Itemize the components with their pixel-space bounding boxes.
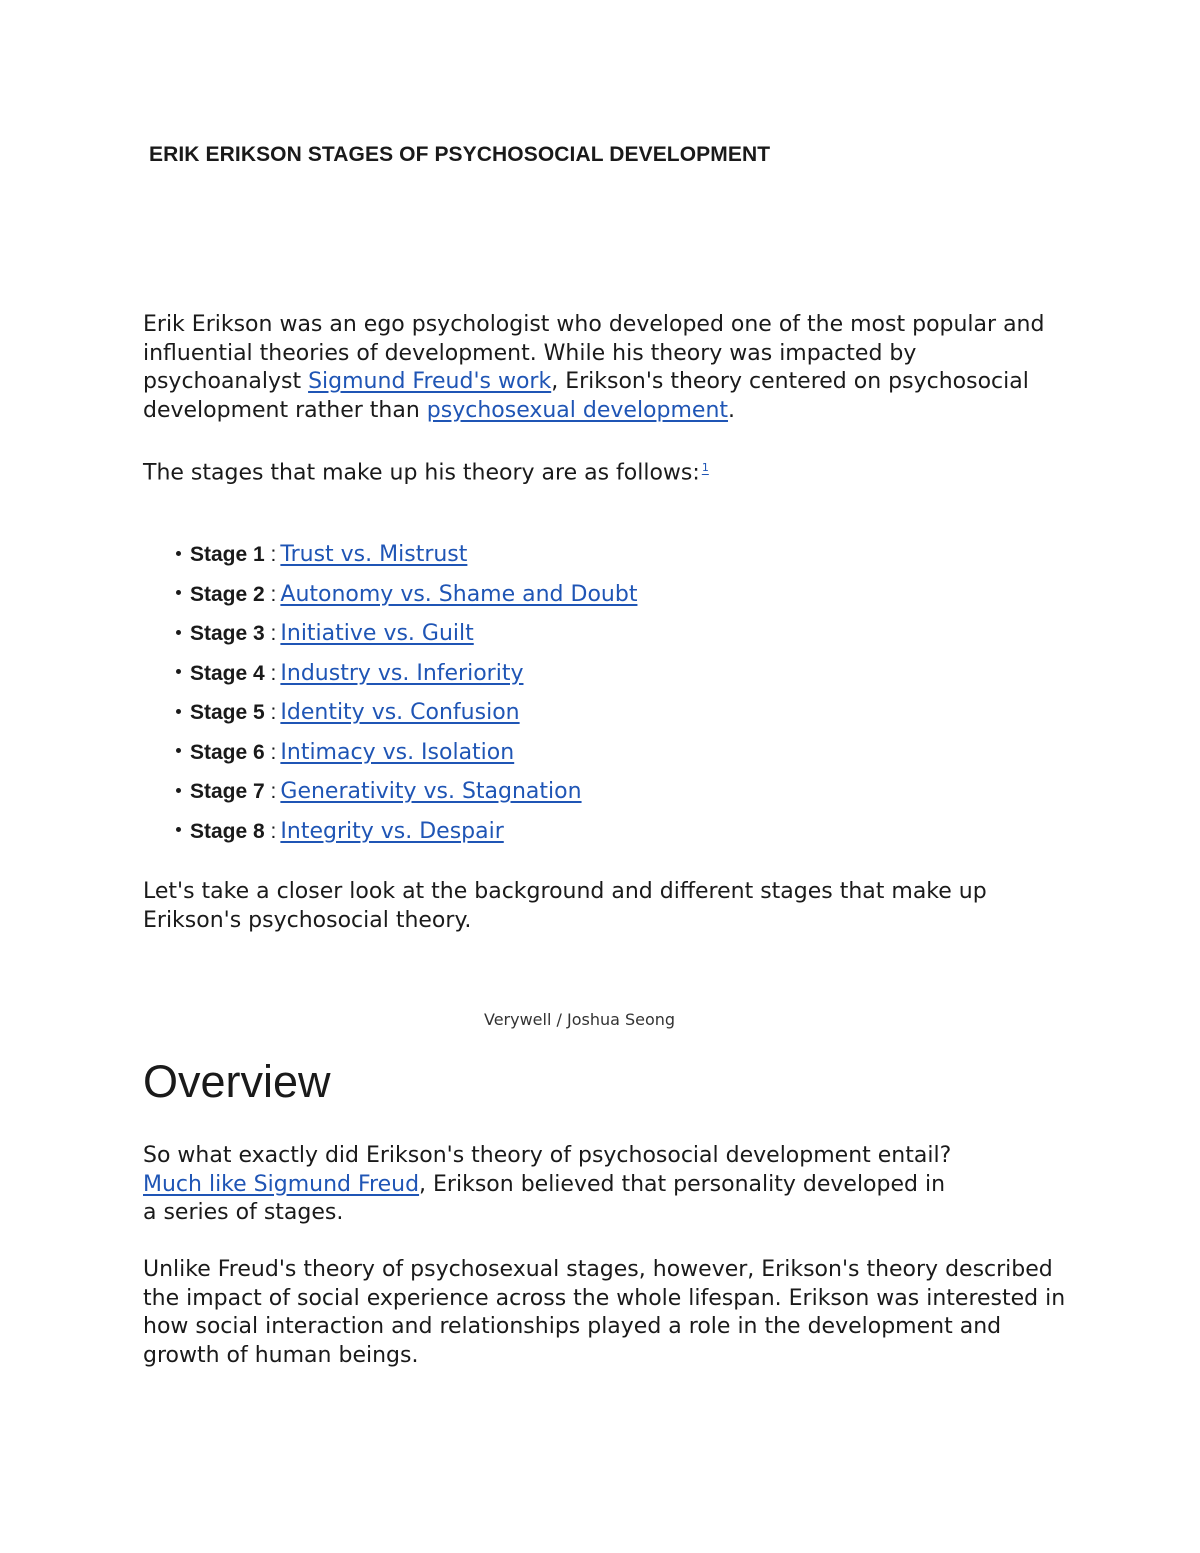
bullet-icon <box>176 630 181 635</box>
overview-text-2: , Erikson believed that personality developed in a series of stages. <box>143 1171 946 1225</box>
stages-lead-paragraph <box>143 454 1073 488</box>
stage-separator: : <box>270 543 277 566</box>
overview-heading: Overview <box>143 1056 331 1107</box>
list-item <box>176 696 637 736</box>
stages-lead-text: The stages that make up his theory are as follows: <box>143 460 700 486</box>
stage-separator: : <box>270 740 277 764</box>
link-psychosexual-development[interactable]: psychosexual development <box>426 397 729 423</box>
stage-separator: : <box>270 819 277 843</box>
stage-label: Stage 5 <box>190 701 265 724</box>
image-credit-text: Verywell / Joshua Seong <box>484 1010 676 1029</box>
stage-link-industry-vs-inferiority[interactable]: Industry vs. Inferiority <box>280 660 524 686</box>
stage-link-integrity-vs-despair[interactable]: Integrity vs. Despair <box>280 818 504 844</box>
stage-separator: : <box>270 701 277 724</box>
list-item <box>176 815 637 855</box>
stage-link-autonomy-vs-shame-and-doubt[interactable]: Autonomy vs. Shame and Doubt <box>280 581 638 607</box>
list-item <box>176 775 637 815</box>
list-item <box>176 578 637 618</box>
stage-label: Stage 6 <box>190 740 265 764</box>
image-credit-caption <box>0 1010 1200 1029</box>
stage-label: Stage 4 <box>190 661 265 685</box>
stage-link-identity-vs-confusion[interactable]: Identity vs. Confusion <box>280 700 520 725</box>
list-item <box>176 538 637 578</box>
stage-link-initiative-vs-guilt[interactable]: Initiative vs. Guilt <box>280 621 474 646</box>
bullet-icon <box>176 709 181 714</box>
link-much-like-sigmund-freud[interactable]: Much like Sigmund Freud <box>143 1171 420 1197</box>
stage-link-intimacy-vs-isolation[interactable]: Intimacy vs. Isolation <box>280 739 515 765</box>
overview-paragraph-1 <box>143 1142 963 1228</box>
stage-label: Stage 3 <box>190 622 265 645</box>
intro-text-3: . <box>728 397 736 423</box>
intro-paragraph <box>143 311 1073 425</box>
bullet-icon <box>176 748 181 753</box>
list-item <box>176 617 637 657</box>
stage-separator: : <box>270 582 277 606</box>
list-item <box>176 736 637 776</box>
stage-separator: : <box>270 622 277 645</box>
stage-separator: : <box>270 780 277 803</box>
bullet-icon <box>176 788 181 793</box>
stage-separator: : <box>270 661 277 685</box>
intro-text-1: Erik Erikson was an ego psychologist who developed one of the most popular and influential theories of development. While his theory was impacted by psychoanalyst <box>143 312 1045 394</box>
document-title: ERIK ERIKSON STAGES OF PSYCHOSOCIAL DEVELOPMENT <box>149 143 771 166</box>
closer-paragraph: Let's take a closer look at the background and different stages that make up Erikson's psychosocial theory. <box>143 879 987 933</box>
stage-label: Stage 8 <box>190 819 265 843</box>
bullet-icon <box>176 827 181 832</box>
overview-text-1: So what exactly did Erikson's theory of psychosocial development entail? <box>143 1143 952 1168</box>
list-item <box>176 657 637 697</box>
bullet-icon <box>176 551 181 556</box>
stage-list <box>176 538 637 854</box>
bullet-icon <box>176 669 181 674</box>
stage-label: Stage 7 <box>190 780 265 803</box>
bullet-icon <box>176 590 181 595</box>
intro-text-2: , Erikson's theory centered on psychosocial development rather than <box>143 369 1029 423</box>
stage-label: Stage 1 <box>190 543 265 566</box>
stage-link-generativity-vs-stagnation[interactable]: Generativity vs. Stagnation <box>280 779 582 804</box>
footnote-reference-link[interactable]: 1 <box>701 461 709 474</box>
stage-label: Stage 2 <box>190 582 265 606</box>
overview-paragraph-2: Unlike Freud's theory of psychosexual stages, however, Erikson's theory described the impact of social experience across the whole lifespan. Erikson was interested in how social interaction and relationships played a role in the development and growth of human beings. <box>143 1257 1066 1368</box>
link-sigmund-freuds-work[interactable]: Sigmund Freud's work <box>308 369 552 394</box>
stage-link-trust-vs-mistrust[interactable]: Trust vs. Mistrust <box>280 542 468 567</box>
